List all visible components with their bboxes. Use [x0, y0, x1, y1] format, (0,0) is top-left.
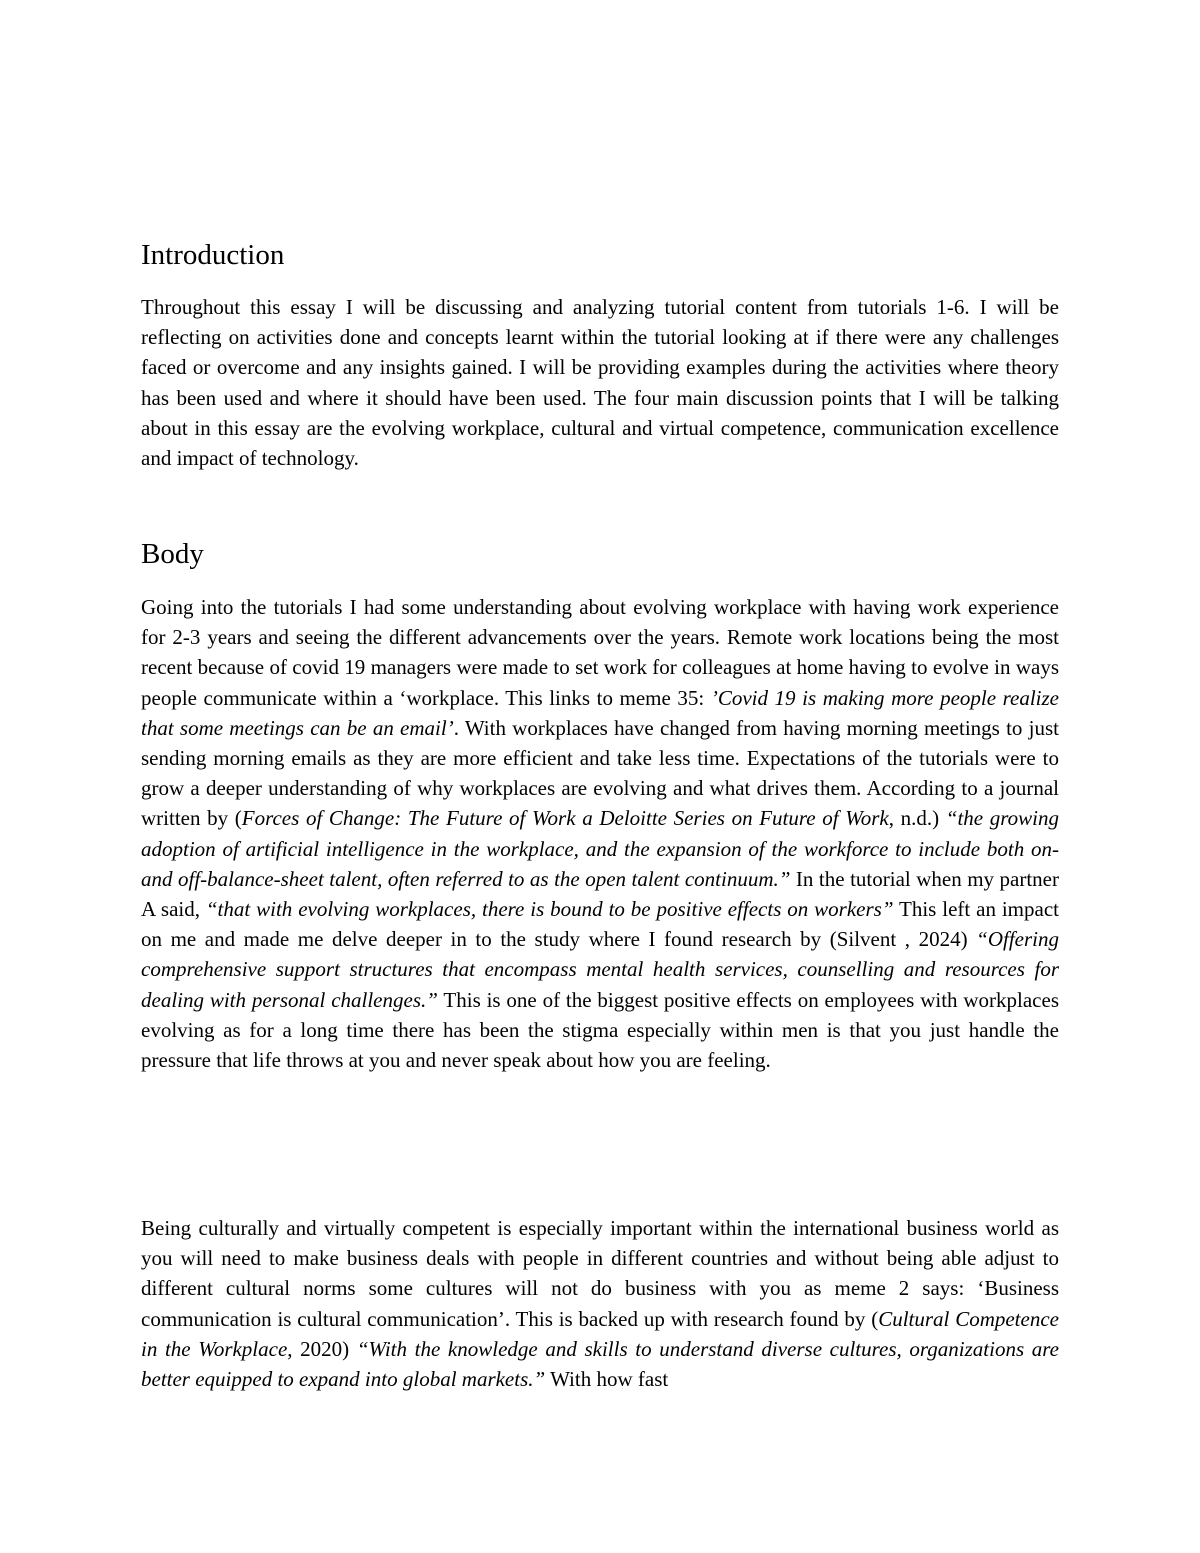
text-run: With how fast — [545, 1367, 669, 1392]
body-paragraph-cultural-competence — [141, 1213, 1059, 1394]
citation-title: Cultural Competence in the Workplace — [141, 1306, 1059, 1361]
journal-quote: “the growing adoption of artificial intelligence in the workplace, and the expansion of the workforce to include both on- and off-balance-sheet talent, often referred to as the open talent continuum.” — [141, 806, 1060, 891]
citation-title: Forces of Change: The Future of Work a Deloitte Series on Future of Work — [241, 806, 889, 831]
text-run: This left an impact on me and made me delve deeper in to the study where I found research by (Silvent , 2024) — [141, 897, 1059, 952]
text-run: . With workplaces have changed from having morning meetings to just sending morning emails as they are more efficient and take less time. Expectations of the tutorials were to grow a deeper understanding of why workplaces are evolving and what drives them. According to a journal written by ( — [141, 715, 1059, 831]
text-run: In the tutorial when my partner A said, — [141, 866, 1059, 922]
meme-quote: ’Covid 19 is making more people realize that some meetings can be an email’ — [141, 685, 1059, 740]
text-run: , n.d.) — [888, 806, 946, 831]
text-run: , 2020) — [287, 1336, 357, 1361]
text-run: Being culturally and virtually competent is especially important within the international business world as you will need to make business deals with people in different countries and without being able adjust to different cultural norms some cultures will not do business with you as meme 2 says: ‘Business communication is cultural communication’. This is backed up with research found by ( — [141, 1216, 1059, 1331]
text-run: Going into the tutorials I had some understanding about evolving workplace with having work experience for 2-3 years and seeing the different advancements over the years. Remote work locations being the most recent because of covid 19 managers were made to set work for colleagues at home having to evolve in ways people communicate within a ‘workplace. This links to meme 35: — [141, 595, 1059, 710]
introduction-paragraph: Throughout this essay I will be discussing and analyzing tutorial content from tutorials 1-6. I will be reflecting on activities done and concepts learnt within the tutorial looking at if there were any challenges faced or overcome and any insights gained. I will be providing examples during the activities where theory has been used and where it should have been used. The four main discussion points that I will be talking about in this essay are the evolving workplace, cultural and virtual competence, communication excellence and impact of technology. — [141, 295, 1059, 471]
introduction-heading: Introduction — [141, 239, 285, 271]
research-quote: “With the knowledge and skills to understand diverse cultures, organizations are better equipped to expand into global markets.” — [141, 1336, 1059, 1392]
partner-quote: “that with evolving workplaces, there is bound to be positive effects on workers” — [205, 897, 894, 922]
text-run: This is one of the biggest positive effects on employees with workplaces evolving as for a long time there has been the stigma especially within men is that you just handle the pressure that life throws at you and never speak about how you are feeling. — [141, 987, 1059, 1073]
body-paragraph-evolving-workplace — [141, 592, 1059, 1075]
body-heading: Body — [141, 538, 204, 570]
research-quote: “Offering comprehensive support structures that encompass mental health services, counselling and resources for dealing with personal challenges.” — [141, 927, 1059, 1012]
